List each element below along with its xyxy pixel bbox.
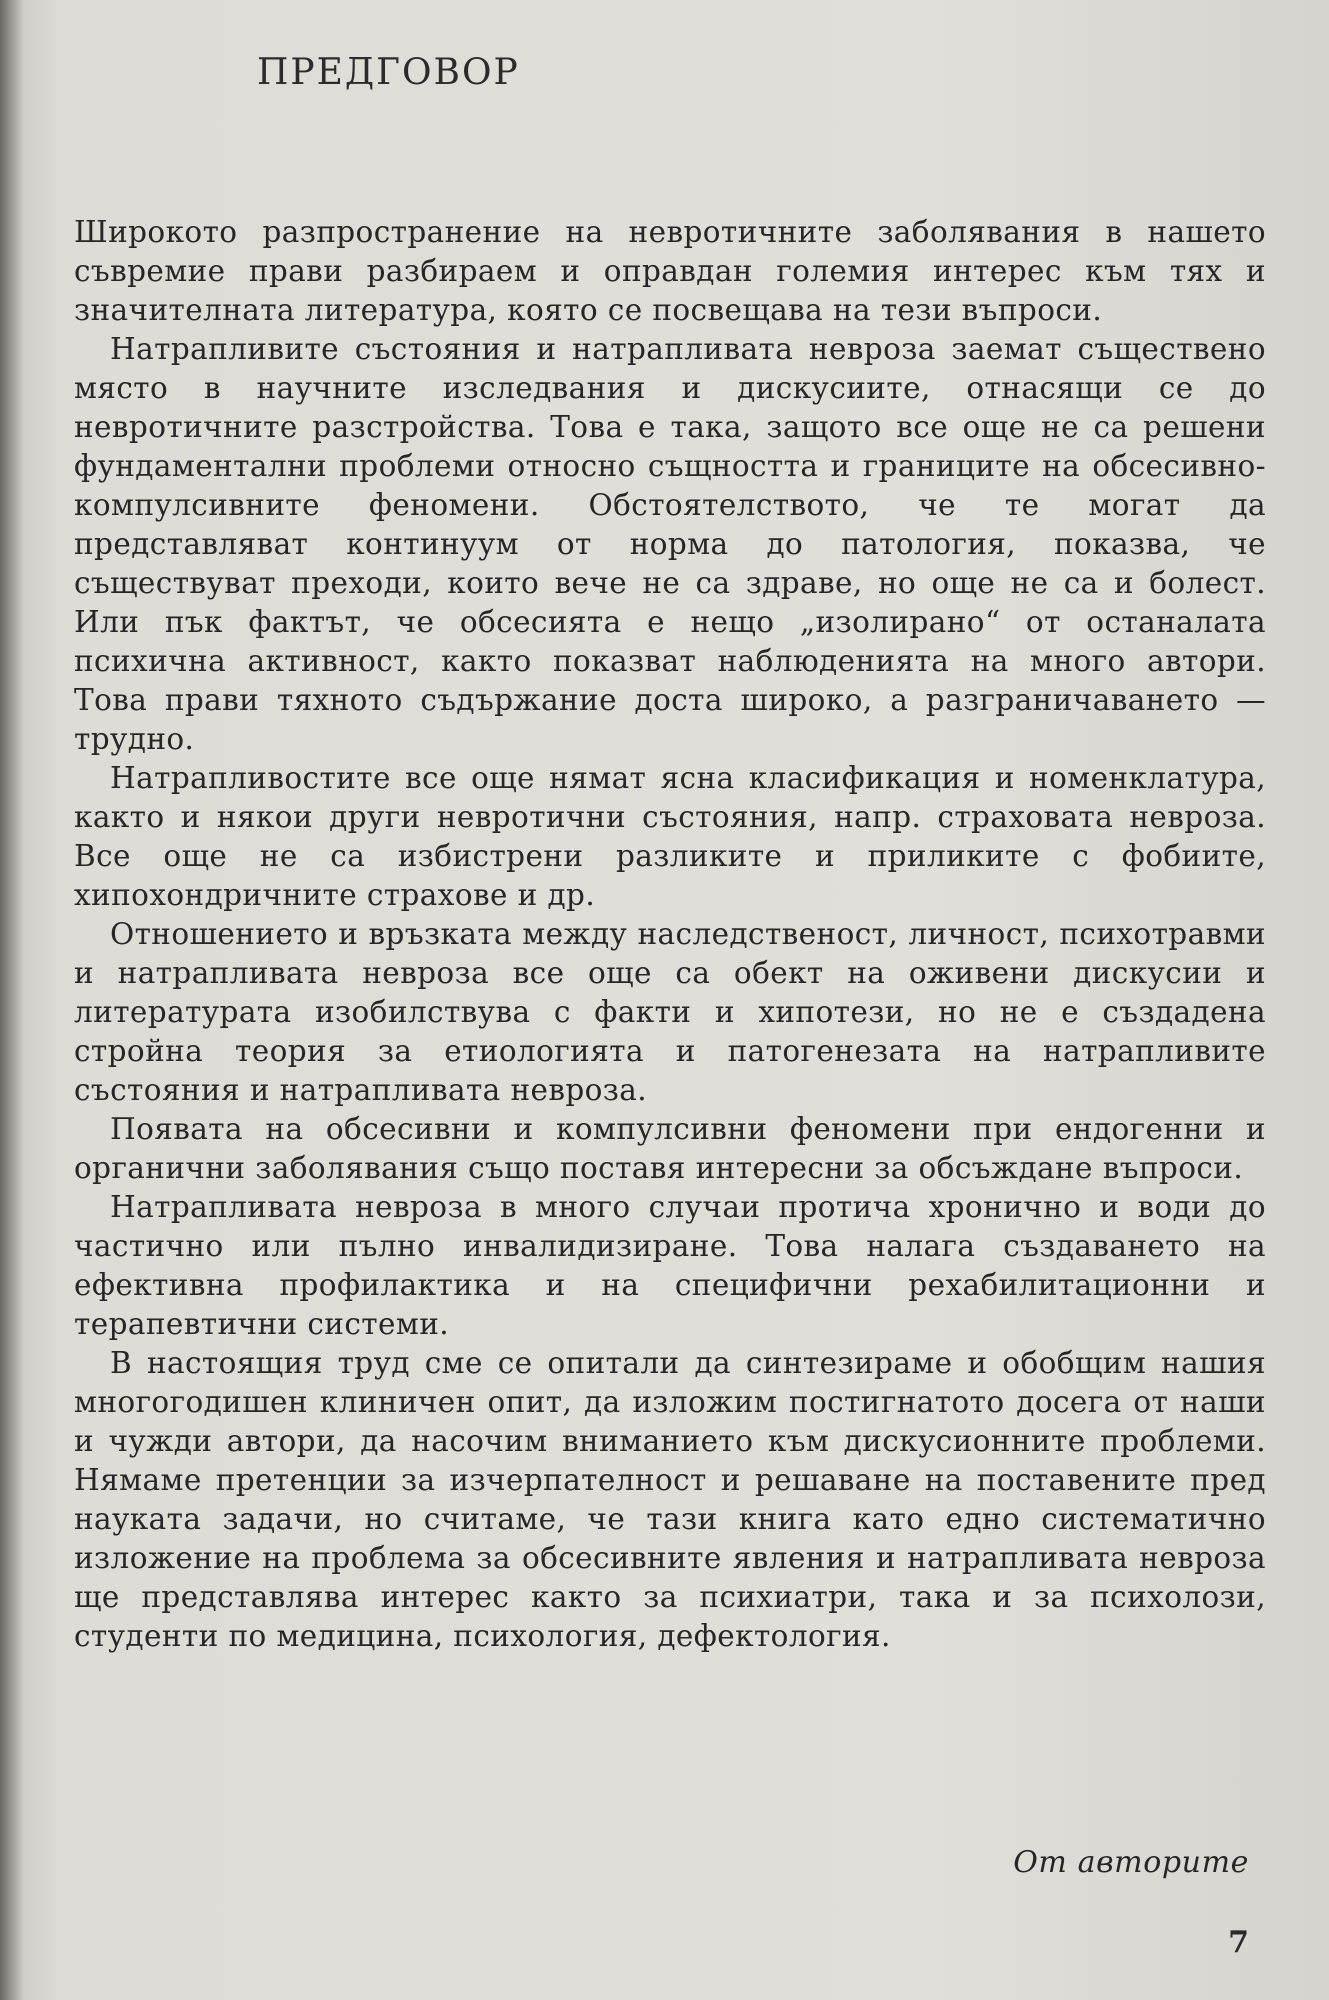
paragraph: Отношението и връзката между наследственост, личност, психотравми и натрапливата невроза все още са обект на оживени дискусии и литературата изобилствува с факти и хипотези, но не е създадена стройна теория за етиологията и патогенезата на натрапливите състояния и натрапливата невроза. (74, 917, 1266, 1107)
paragraph: Появата на обсесивни и компулсивни феномени при ендогенни и органични заболявания също поставя интересни за обсъждане въпроси. (74, 1112, 1266, 1185)
paragraph: Широкото разпространение на невротичните заболявания в нашето съвремие прави разбираем и оправдан големия интерес към тях и значителната литература, която се посвещава на тези въпроси. (74, 215, 1266, 327)
authors-signature: От авторите (1013, 1845, 1249, 1880)
paragraph: Натрапливостите все още нямат ясна класификация и номенклатура, както и някои други невротични състояния, напр. страховата невроза. Все още не са избистрени разликите и приликите с фобиите, хипохондричните страхове и др. (74, 761, 1266, 912)
preface-body (74, 213, 1266, 1656)
paragraph: Натрапливата невроза в много случаи протича хронично и води до частично или пълно инвалидизиране. Това налага създаването на ефективна профилактика и на специфични рехабилитационни и терапевтични системи. (74, 1190, 1266, 1341)
paragraph: Натрапливите състояния и натрапливата невроза заемат съществено място в научните изследвания и дискусиите, отнасящи се до невротичните разстройства. Това е така, защото все още не са решени фундаментални проблеми относно същността и границите на обсесивно-компулсивните феномени. Обстоятелството, че те могат да представляват континуум от норма до патология, показва, че съществуват преходи, които вече не са здраве, но още не са и болест. Или пък фактът, че обсесията е нещо „изолирано“ от останалата психична активност, както показват наблюденията на много автори. Това прави тяхното съдържание доста широко, а разграничаването — трудно. (74, 332, 1266, 756)
page-title: ПРЕДГОВОР (257, 52, 520, 93)
page-number: 7 (1228, 1925, 1249, 1960)
paragraph: В настоящия труд сме се опитали да синтезираме и обобщим нашия многогодишен клиничен опит, да изложим постигнатото досега от наши и чужди автори, да насочим вниманието към дискусионните проблеми. Нямаме претенции за изчерпателност и решаване на поставените пред науката задачи, но считаме, че тази книга като едно систематично изложение на проблема за обсесивните явления и натрапливата невроза ще представлява интерес както за психиатри, така и за психолози, студенти по медицина, психология, дефектология. (74, 1346, 1266, 1653)
